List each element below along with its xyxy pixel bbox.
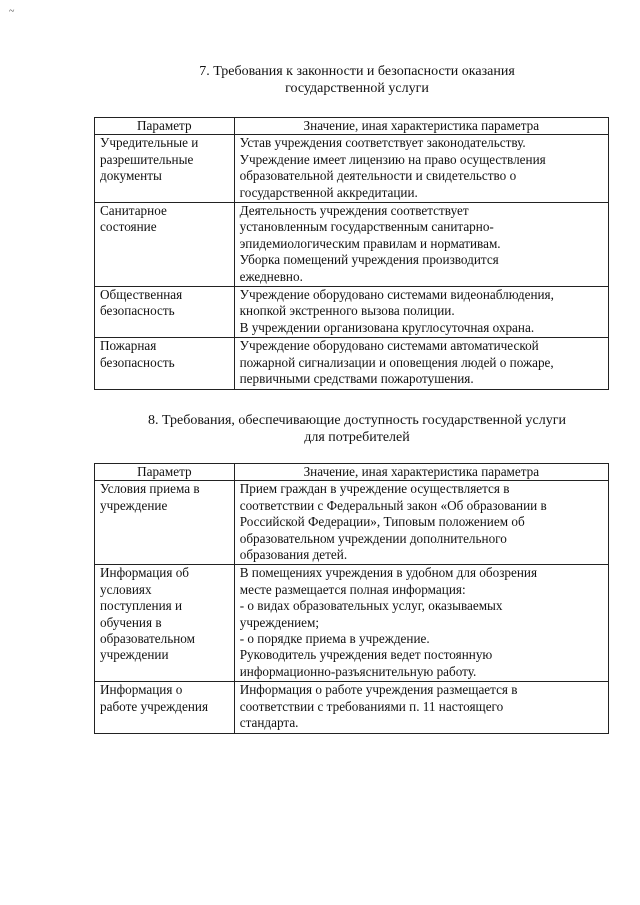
table-row (95, 135, 609, 203)
section-8-title-line-1: 8. Требования, обеспечивающие доступность государственной услуги (148, 413, 566, 428)
param-cell: Информация об условиях поступления и обучения в образовательном учреждении (95, 565, 235, 682)
table-row (95, 481, 609, 565)
table-header-row (95, 464, 609, 481)
value-cell: Деятельность учреждения соответствует установленным государственным санитарно- эпидемиологическим правилам и нормативам. Уборка помещений учреждения производится ежедневно. (234, 203, 608, 287)
scan-corner-mark: ~ (9, 6, 15, 17)
header-value: Значение, иная характеристика параметра (234, 464, 608, 481)
section-8-title-line-2: для потребителей (304, 430, 410, 445)
value-cell: Информация о работе учреждения размещается в соответствии с требованиями п. 11 настоящего стандарта. (234, 682, 608, 733)
value-cell: В помещениях учреждения в удобном для обозрения месте размещается полная информация: - о видах образовательных услуг, оказываемых учреждением; - о порядке приема в учреждение. Руководитель учреждения ведет постоянную информационно-разъяснительную работу. (234, 565, 608, 682)
section-8-title (92, 412, 622, 446)
table-row (95, 203, 609, 287)
value-cell: Учреждение оборудовано системами автоматической пожарной сигнализации и оповещения людей о пожаре, первичными средствами пожаротушения. (234, 338, 608, 389)
section-7-title (92, 63, 622, 97)
param-cell: Общественная безопасность (95, 287, 235, 338)
header-parameter: Параметр (95, 118, 235, 135)
param-cell: Учредительные и разрешительные документы (95, 135, 235, 203)
header-value: Значение, иная характеристика параметра (234, 118, 608, 135)
section-7-title-line-1: 7. Требования к законности и безопасности оказания (199, 64, 515, 79)
value-cell: Прием граждан в учреждение осуществляется в соответствии с Федеральный закон «Об образовании в Российской Федерации», Типовым положением об образовательном учреждении дополнительного образования детей. (234, 481, 608, 565)
table-row (95, 565, 609, 682)
table-row (95, 682, 609, 733)
section-7-title-line-2: государственной услуги (285, 81, 429, 96)
table-header-row (95, 118, 609, 135)
section-8-table (94, 463, 609, 734)
param-cell: Условия приема в учреждение (95, 481, 235, 565)
value-cell: Устав учреждения соответствует законодательству. Учреждение имеет лицензию на право осуществления образовательной деятельности и свидетельство о государственной аккредитации. (234, 135, 608, 203)
value-cell: Учреждение оборудовано системами видеонаблюдения, кнопкой экстренного вызова полиции. В учреждении организована круглосуточная охрана. (234, 287, 608, 338)
param-cell: Санитарное состояние (95, 203, 235, 287)
header-parameter: Параметр (95, 464, 235, 481)
section-7-table (94, 117, 609, 390)
param-cell: Информация о работе учреждения (95, 682, 235, 733)
table-row (95, 287, 609, 338)
table-row (95, 338, 609, 389)
param-cell: Пожарная безопасность (95, 338, 235, 389)
